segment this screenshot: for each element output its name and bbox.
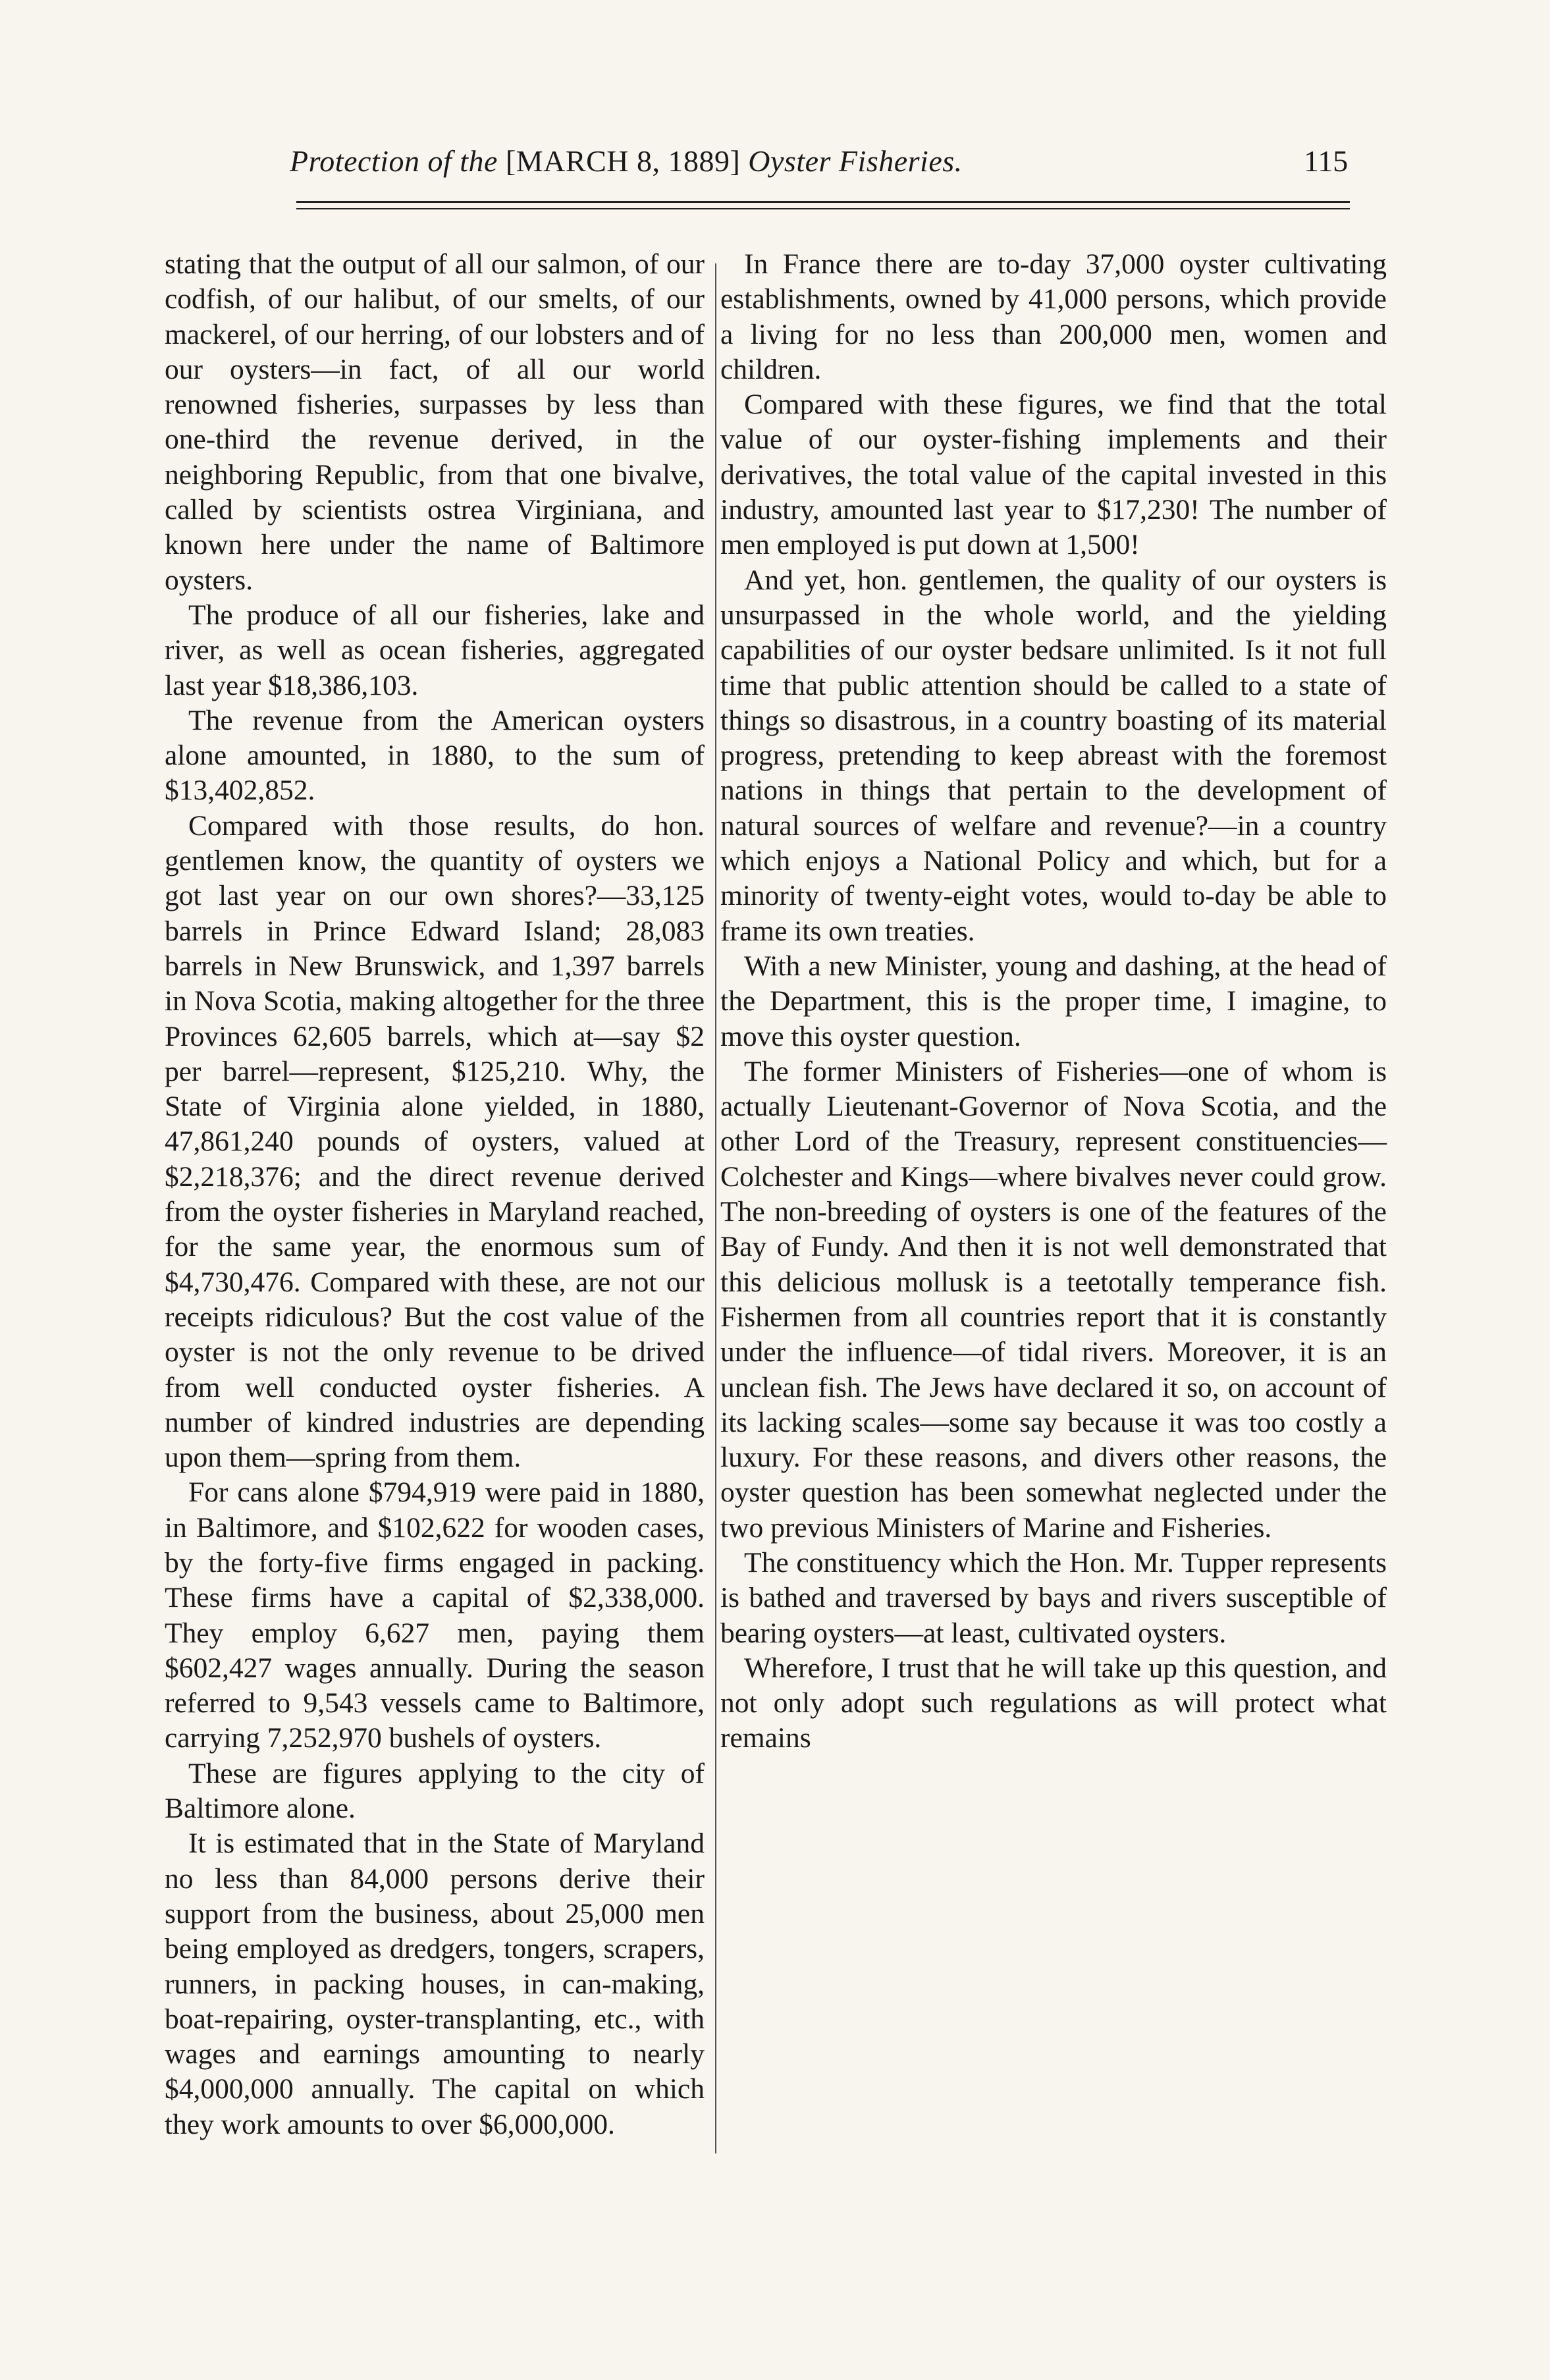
paragraph: The former Ministers of Fisheries—one of whom is actually Lieutenant-Governor of Nova Scotia, and the other Lord of the Treasury, represent constituencies—Colchester and Kings—where bivalves never could grow. The non-breeding of oysters is one of the features of the Bay of Fundy. And then it is not well demonstrated that this delicious mollusk is a teetotally temperance fish. Fishermen from all countries report that it is constantly under the influence—of tidal rivers. Moreover, it is an unclean fish. The Jews have declared it so, on account of its lacking scales—some say because it was too costly a luxury. For these reasons, and divers other reasons, the oyster question has been somewhat neglected under the two previous Ministers of Marine and Fisheries.: [720, 1055, 1387, 1544]
paragraph: The produce of all our fisheries, lake and river, as well as ocean fisheries, aggregated last year $18,386,103.: [165, 599, 705, 701]
running-title-right: Oyster Fisheries.: [748, 144, 963, 178]
paragraph: For cans alone $794,919 were paid in 1880, in Baltimore, and $102,622 for wooden cases, by the forty-five firms engaged in packing. These firms have a capital of $2,338,000. They employ 6,627 men, paying them $602,427 wages annually. During the season referred to 9,543 vessels came to Baltimore, carrying 7,252,970 bushels of oysters.: [165, 1476, 705, 1754]
page-number: 115: [1304, 144, 1349, 178]
header-rule-bottom: [296, 208, 1350, 209]
right-column: [720, 247, 1387, 1756]
paragraph: It is estimated that in the State of Maryland no less than 84,000 persons derive their support from the business, about 25,000 men being employed as dredgers, tongers, scrapers, runners, in packing houses, in can-making, boat-repairing, oyster-transplanting, etc., with wages and earnings amounting to nearly $4,000,000 annually. The capital on which they work amounts to over $6,000,000.: [165, 1827, 705, 2140]
running-head: [290, 144, 1383, 178]
paragraph: With a new Minister, young and dashing, at the head of the Department, this is the proper time, I imagine, to move this oyster question.: [720, 950, 1387, 1052]
paragraph: Wherefore, I trust that he will take up this question, and not only adopt such regulations as will protect what remains: [720, 1652, 1387, 1754]
session-date: [MARCH 8, 1889]: [505, 144, 741, 178]
paragraph: Compared with these figures, we find that the total value of our oyster-fishing implements and their derivatives, the total value of the capital invested in this industry, amounted last year to $17,230! The number of men employed is put down at 1,500!: [720, 389, 1387, 561]
paragraph: stating that the output of all our salmon, of our codfish, of our halibut, of our smelts, of our mackerel, of our herring, of our lobsters and of our oysters—in fact, of all our world renowned fisheries, surpasses by less than one-third the revenue derived, in the neighboring Republic, from that one bivalve, called by scientists ostrea Virginiana, and known here under the name of Baltimore oysters.: [165, 248, 705, 596]
running-title-left: Protection of the: [290, 144, 498, 178]
paragraph: In France there are to-day 37,000 oyster cultivating establishments, owned by 41,000 persons, which provide a living for no less than 200,000 men, women and children.: [720, 248, 1387, 385]
left-column: [165, 247, 705, 2142]
paragraph: The constituency which the Hon. Mr. Tupper represents is bathed and traversed by bays and rivers susceptible of bearing oysters—at least, cultivated oysters.: [720, 1546, 1387, 1649]
header-rule-top: [296, 201, 1350, 203]
paragraph: And yet, hon. gentlemen, the quality of our oysters is unsurpassed in the whole world, and the yielding capabilities of our oyster bedsare unlimited. Is it not full time that public attention should be called to a state of things so disastrous, in a country boasting of its material progress, pretending to keep abreast with the foremost nations in things that pertain to the development of natural sources of welfare and revenue?—in a country which enjoys a National Policy and which, but for a minority of twenty-eight votes, would to-day be able to frame its own treaties.: [720, 564, 1387, 947]
column-divider: [715, 263, 716, 2153]
paragraph: Compared with those results, do hon. gentlemen know, the quantity of oysters we got last year on our own shores?—33,125 barrels in Prince Edward Island; 28,083 barrels in New Brunswick, and 1,397 barrels in Nova Scotia, making altogether for the three Provinces 62,605 barrels, which at—say $2 per barrel—represent, $125,210. Why, the State of Virginia alone yielded, in 1880, 47,861,240 pounds of oysters, valued at $2,218,376; and the direct revenue derived from the oyster fisheries in Maryland reached, for the same year, the enormous sum of $4,730,476. Compared with these, are not our receipts ridiculous? But the cost value of the oyster is not the only revenue to be drived from well conducted oyster fisheries. A number of kindred industries are depending upon them—spring from them.: [165, 809, 705, 1474]
paragraph: These are figures applying to the city of Baltimore alone.: [165, 1757, 705, 1825]
paragraph: The revenue from the American oysters alone amounted, in 1880, to the sum of $13,402,852.: [165, 704, 705, 807]
